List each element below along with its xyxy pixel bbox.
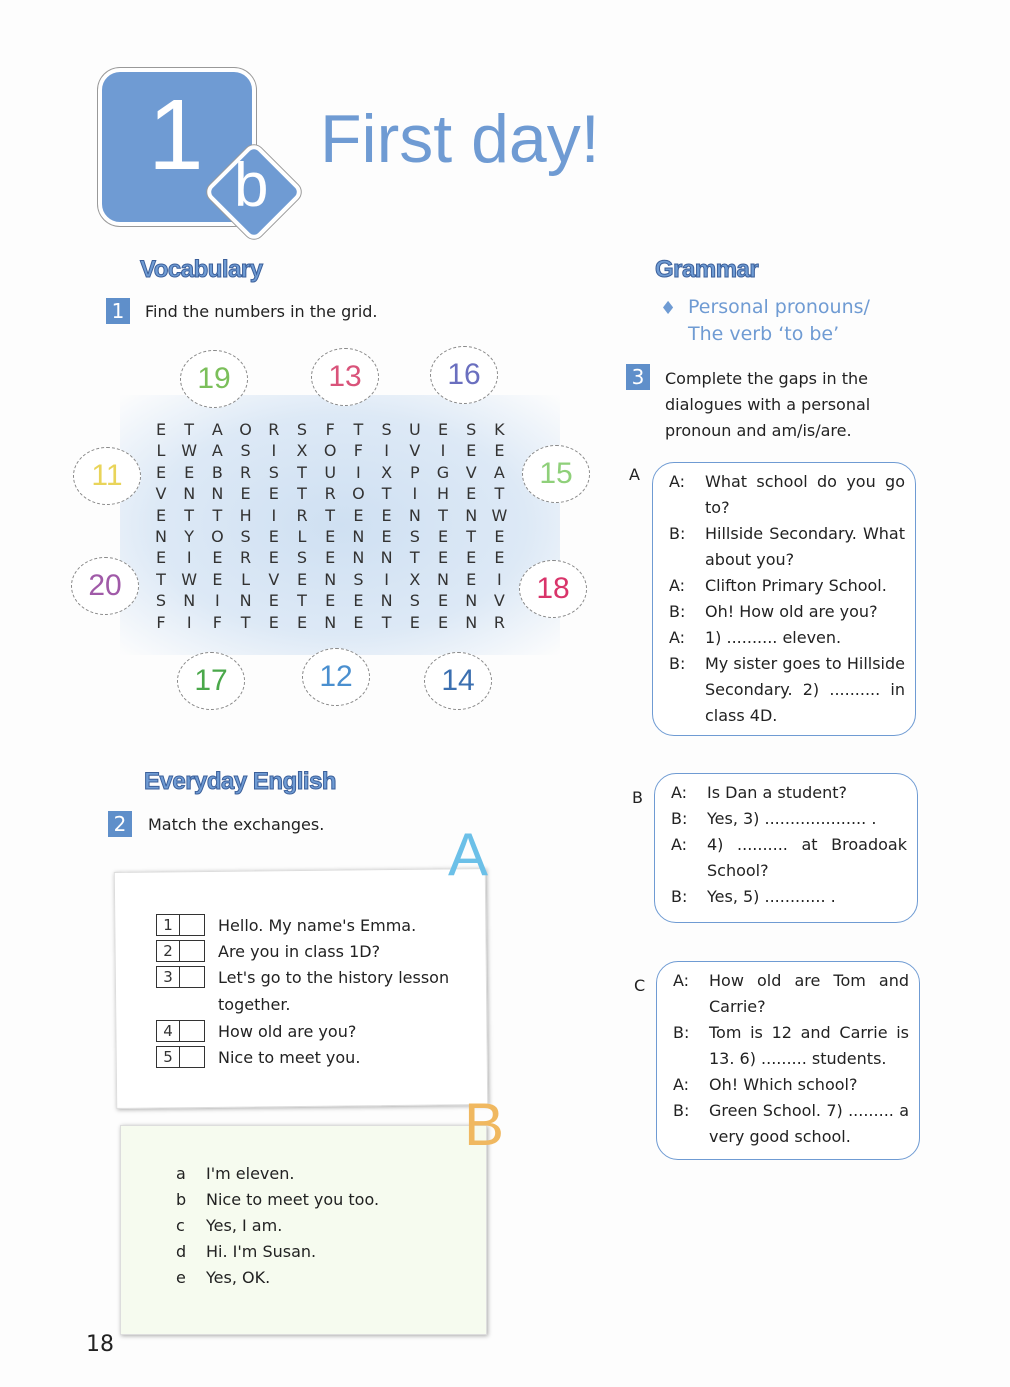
answer-box: [180, 1046, 205, 1068]
grid-letter: I: [186, 612, 192, 632]
grid-letter: N: [324, 612, 337, 632]
grid-letter: E: [437, 527, 449, 546]
grid-letter: T: [466, 527, 477, 546]
item-number-box: 5: [156, 1046, 180, 1068]
dialogue-text: Hillside Secondary. What about you?: [705, 524, 905, 569]
dialogue-line: [673, 1020, 909, 1072]
grid-letter: S: [409, 527, 420, 546]
grid-letter: E: [325, 591, 336, 611]
dialogue-text: How old are Tom and Carrie?: [709, 971, 909, 1016]
grid-letter: I: [186, 548, 192, 568]
grid-letter: E: [268, 548, 279, 568]
grid-letter: I: [384, 569, 389, 589]
grid-letter: T: [353, 420, 364, 439]
grid-letter: T: [325, 505, 336, 525]
grid-letter: N: [324, 569, 337, 589]
grid-letter: T: [381, 484, 392, 504]
item-letter: e: [176, 1268, 186, 1287]
grid-letter: R: [268, 420, 280, 439]
exchange-line: How old are you?: [218, 1022, 357, 1041]
number-cloud: 20: [71, 557, 139, 615]
grid-letter: I: [384, 441, 389, 461]
instruction-line: pronoun and am/is/are.: [665, 421, 852, 440]
grid-letter: E: [353, 612, 364, 632]
grid-letter: E: [353, 505, 364, 525]
exercise-instruction: Find the numbers in the grid.: [145, 302, 378, 321]
grid-letter: N: [211, 484, 224, 504]
dialogue-line: [671, 806, 907, 832]
dialogue-line: [673, 968, 909, 1020]
grid-letter: O: [239, 420, 252, 439]
speaker-label: A:: [673, 1075, 690, 1094]
dialogue-line: [669, 521, 905, 573]
grid-letter: T: [494, 484, 505, 504]
grid-letter: I: [497, 569, 502, 589]
grid-letter: E: [466, 441, 477, 461]
grid-letter: E: [466, 484, 477, 504]
number-cloud: 16: [430, 346, 498, 404]
item-letter: c: [176, 1216, 185, 1235]
dialogue-text: Yes, 5) ............ .: [707, 887, 836, 906]
item-letter: d: [176, 1242, 187, 1261]
grid-letter: W: [181, 441, 198, 461]
reply-line: Hi. I'm Susan.: [206, 1242, 317, 1261]
grid-letter: S: [466, 420, 477, 439]
dialogue-text: Is Dan a student?: [707, 783, 848, 802]
grid-letter: V: [409, 441, 421, 461]
grid-letter: L: [241, 569, 251, 589]
card-b-label: B: [464, 1091, 505, 1158]
grid-letter: T: [297, 462, 307, 482]
diamond-bullet-icon: ♦: [660, 298, 677, 319]
grid-letter: E: [437, 548, 449, 568]
exercise-number: 3: [626, 364, 650, 390]
exchange-line: Let's go to the history lesson together.: [218, 968, 450, 1014]
page-title: First day!: [320, 101, 600, 177]
exercise-number: 2: [108, 811, 132, 837]
grid-letter: R: [324, 484, 336, 504]
grid-letter: L: [297, 527, 307, 546]
grid-letter: E: [437, 420, 449, 439]
grid-letter: E: [494, 527, 505, 546]
dialogue-label: B: [632, 788, 643, 807]
answer-box: [180, 940, 205, 962]
number-cloud: 12: [302, 648, 370, 706]
dialogue-box: [654, 773, 918, 923]
item-number-box: 2: [156, 940, 180, 962]
grammar-topic: The verb ‘to be’: [688, 323, 840, 345]
grid-letter: T: [297, 591, 307, 611]
exercise-number: 1: [106, 298, 130, 324]
dialogue-label: C: [634, 976, 646, 995]
vocabulary-heading: Vocabulary: [140, 256, 263, 283]
grid-letter: L: [156, 441, 166, 461]
exercise-instruction: [665, 366, 870, 444]
grid-letter: N: [465, 612, 478, 632]
dialogue-lines: [671, 780, 907, 910]
grid-letter: N: [352, 527, 365, 546]
grid-letter: G: [436, 462, 450, 482]
reply-line: Yes, OK.: [206, 1268, 271, 1287]
grid-letter: E: [409, 612, 420, 632]
dialogue-text: 4) .......... at Broadoak School?: [707, 835, 907, 880]
reply-line: I'm eleven.: [206, 1164, 295, 1183]
grid-letter: E: [381, 505, 392, 525]
grid-letter: F: [325, 420, 335, 439]
grid-letter: E: [296, 612, 308, 632]
number-cloud: 19: [180, 350, 248, 408]
grid-letter: E: [466, 569, 477, 589]
grid-letter: X: [409, 569, 421, 589]
grid-letter: T: [409, 548, 420, 568]
grid-letter: X: [381, 462, 393, 482]
grid-letter: T: [240, 612, 251, 632]
grid-letter: N: [380, 591, 393, 611]
instruction-line: dialogues with a personal: [665, 395, 871, 414]
dialogue-box: [652, 462, 916, 736]
speaker-label: A:: [671, 783, 688, 802]
dialogue-label: A: [629, 465, 640, 484]
speaker-label: A:: [669, 472, 686, 491]
grid-letter: W: [491, 505, 508, 525]
grid-letter: E: [296, 569, 308, 589]
speaker-label: B:: [673, 1023, 690, 1042]
dialogue-line: [671, 884, 907, 910]
grid-letter: S: [353, 569, 364, 589]
dialogue-line: [673, 1098, 909, 1150]
grid-letter: T: [184, 505, 195, 525]
grid-letter: E: [494, 548, 505, 568]
grid-letter: I: [215, 591, 220, 611]
grid-letter: E: [466, 548, 477, 568]
dialogue-text: Oh! Which school?: [709, 1075, 858, 1094]
grid-letter: E: [155, 505, 167, 525]
dialogue-lines: [669, 469, 905, 729]
grid-letter: I: [412, 484, 418, 504]
number-cloud: 15: [522, 445, 590, 503]
grid-letter: V: [155, 484, 167, 504]
item-number-box: 3: [156, 966, 180, 988]
grid-letter: I: [271, 505, 277, 525]
grid-letter: F: [353, 441, 363, 461]
grid-letter: F: [212, 612, 222, 632]
grid-letter: S: [240, 441, 251, 461]
grid-letter: N: [408, 505, 421, 525]
item-letter: b: [176, 1190, 187, 1209]
grid-letter: S: [381, 420, 392, 439]
page-number: 18: [86, 1332, 114, 1357]
speaker-label: B:: [671, 887, 688, 906]
grid-letter: E: [184, 462, 195, 482]
grid-letter: E: [212, 548, 223, 568]
dialogue-line: [669, 625, 905, 651]
unit-number: 1: [148, 79, 204, 191]
grid-letter: I: [356, 462, 361, 482]
grid-letter: T: [184, 420, 195, 439]
exchange-line: Are you in class 1D?: [218, 942, 381, 961]
grid-letter: A: [493, 462, 505, 482]
grid-letter: O: [352, 484, 365, 504]
grid-letter: F: [156, 612, 166, 632]
grid-letter: R: [296, 505, 308, 525]
dialogue-line: [671, 832, 907, 884]
grid-letter: S: [296, 548, 308, 568]
grammar-topic: Personal pronouns/: [688, 296, 870, 318]
grid-letter: N: [465, 505, 478, 525]
speaker-label: B:: [671, 809, 688, 828]
grid-letter: H: [436, 484, 450, 504]
grid-letter: E: [268, 591, 279, 611]
grid-letter: E: [325, 527, 336, 546]
grid-letter: U: [408, 420, 421, 439]
grid-letter: E: [240, 484, 251, 504]
everyday-english-heading: Everyday English: [144, 768, 337, 795]
grid-letter: A: [211, 420, 223, 439]
grid-letter: N: [239, 591, 252, 611]
answer-box: [180, 914, 205, 936]
grid-letter: E: [437, 591, 449, 611]
grid-letter: S: [409, 591, 420, 611]
grid-letter: V: [465, 462, 477, 482]
dialogue-lines: [673, 968, 909, 1150]
grid-letter: T: [297, 484, 307, 504]
grid-letter: S: [268, 462, 279, 482]
speaker-label: B:: [669, 524, 686, 543]
grid-letter: N: [352, 548, 365, 568]
item-number-box: 4: [156, 1020, 180, 1042]
grid-letter: E: [155, 548, 167, 568]
dialogue-line: [669, 573, 905, 599]
grid-letter: V: [268, 569, 280, 589]
speaker-label: B:: [669, 602, 686, 621]
grid-letter: X: [296, 441, 308, 461]
grid-letter: O: [323, 441, 337, 461]
grid-letter: K: [494, 420, 505, 439]
grid-letter: H: [239, 505, 252, 525]
answer-box: [180, 966, 205, 988]
grid-letter: R: [240, 548, 252, 568]
item-letter: a: [176, 1164, 186, 1183]
exchange-line: Hello. My name's Emma.: [218, 916, 417, 935]
grid-letter: R: [493, 612, 505, 632]
grid-letter: N: [380, 548, 393, 568]
grid-letter: I: [440, 441, 446, 461]
reply-line: Nice to meet you too.: [206, 1190, 380, 1209]
number-cloud: 14: [424, 652, 492, 710]
grid-letter: N: [155, 527, 167, 546]
dialogue-line: [669, 599, 905, 625]
grid-letter: S: [296, 420, 308, 439]
grid-letter: E: [155, 462, 167, 482]
grid-letter: T: [381, 612, 392, 632]
dialogue-line: [671, 780, 907, 806]
grid-letter: V: [493, 591, 505, 611]
dialogue-text: 1) .......... eleven.: [705, 628, 842, 647]
grid-letter: E: [268, 484, 279, 504]
grid-letter: E: [437, 612, 449, 632]
grid-letter: B: [211, 462, 223, 482]
instruction-line: Complete the gaps in the: [665, 369, 869, 388]
speaker-label: A:: [669, 628, 686, 647]
grid-letter: E: [353, 591, 364, 611]
dialogue-box: [656, 961, 920, 1160]
item-number-box: 1: [156, 914, 180, 936]
dialogue-text: Green School. 7) ......... a very good school.: [709, 1101, 909, 1146]
speaker-label: B:: [669, 654, 686, 673]
number-cloud: 18: [519, 560, 587, 618]
grid-letter: A: [211, 441, 223, 461]
grid-letter: N: [437, 569, 449, 589]
number-cloud: 13: [311, 348, 379, 406]
grid-letter: I: [271, 441, 277, 461]
dialogue-text: Yes, 3) .................... .: [707, 809, 877, 828]
grid-letter: E: [268, 612, 279, 632]
grid-letter: U: [324, 462, 337, 482]
reply-line: Yes, I am.: [206, 1216, 283, 1235]
answer-box: [180, 1020, 205, 1042]
grid-letter: W: [181, 569, 198, 589]
exercise-instruction: Match the exchanges.: [148, 815, 325, 834]
grid-letter: O: [211, 527, 224, 546]
speaker-label: A:: [669, 576, 686, 595]
grid-letter: E: [494, 441, 505, 461]
speaker-label: A:: [671, 835, 688, 854]
grid-letter: E: [268, 527, 279, 546]
dialogue-text: My sister goes to Hillside Secondary. 2) .......... in class 4D.: [705, 654, 905, 725]
dialogue-text: Clifton Primary School.: [705, 576, 887, 595]
speaker-label: A:: [673, 971, 690, 990]
grid-letter: R: [240, 462, 252, 482]
dialogue-line: [669, 469, 905, 521]
speaker-label: B:: [673, 1101, 690, 1120]
grid-letter: P: [409, 462, 420, 482]
grid-letter: E: [212, 569, 223, 589]
card-a-label: A: [448, 821, 489, 888]
grid-letter: T: [438, 505, 448, 525]
grid-letter: N: [183, 484, 196, 504]
grid-letter: T: [212, 505, 223, 525]
grid-letter: S: [240, 527, 251, 546]
grid-letter: E: [325, 548, 336, 568]
grid-letter: T: [156, 569, 166, 589]
grid-letter: N: [183, 591, 196, 611]
dialogue-line: [669, 651, 905, 729]
dialogue-line: [673, 1072, 909, 1098]
grid-letter: N: [465, 591, 478, 611]
grid-letter: E: [381, 527, 392, 546]
grammar-heading: Grammar: [655, 256, 759, 283]
exchange-line: Nice to meet you.: [218, 1048, 361, 1067]
dialogue-text: Oh! How old are you?: [705, 602, 878, 621]
grid-letter: E: [155, 420, 167, 439]
grid-letter: Y: [184, 527, 195, 546]
dialogue-text: Tom is 12 and Carrie is 13. 6) ......... students.: [709, 1023, 909, 1068]
unit-letter: b: [234, 151, 269, 220]
number-cloud: 11: [73, 447, 141, 505]
grid-letter: S: [155, 591, 167, 611]
number-cloud: 17: [177, 652, 245, 710]
dialogue-text: What school do you go to?: [705, 472, 905, 517]
